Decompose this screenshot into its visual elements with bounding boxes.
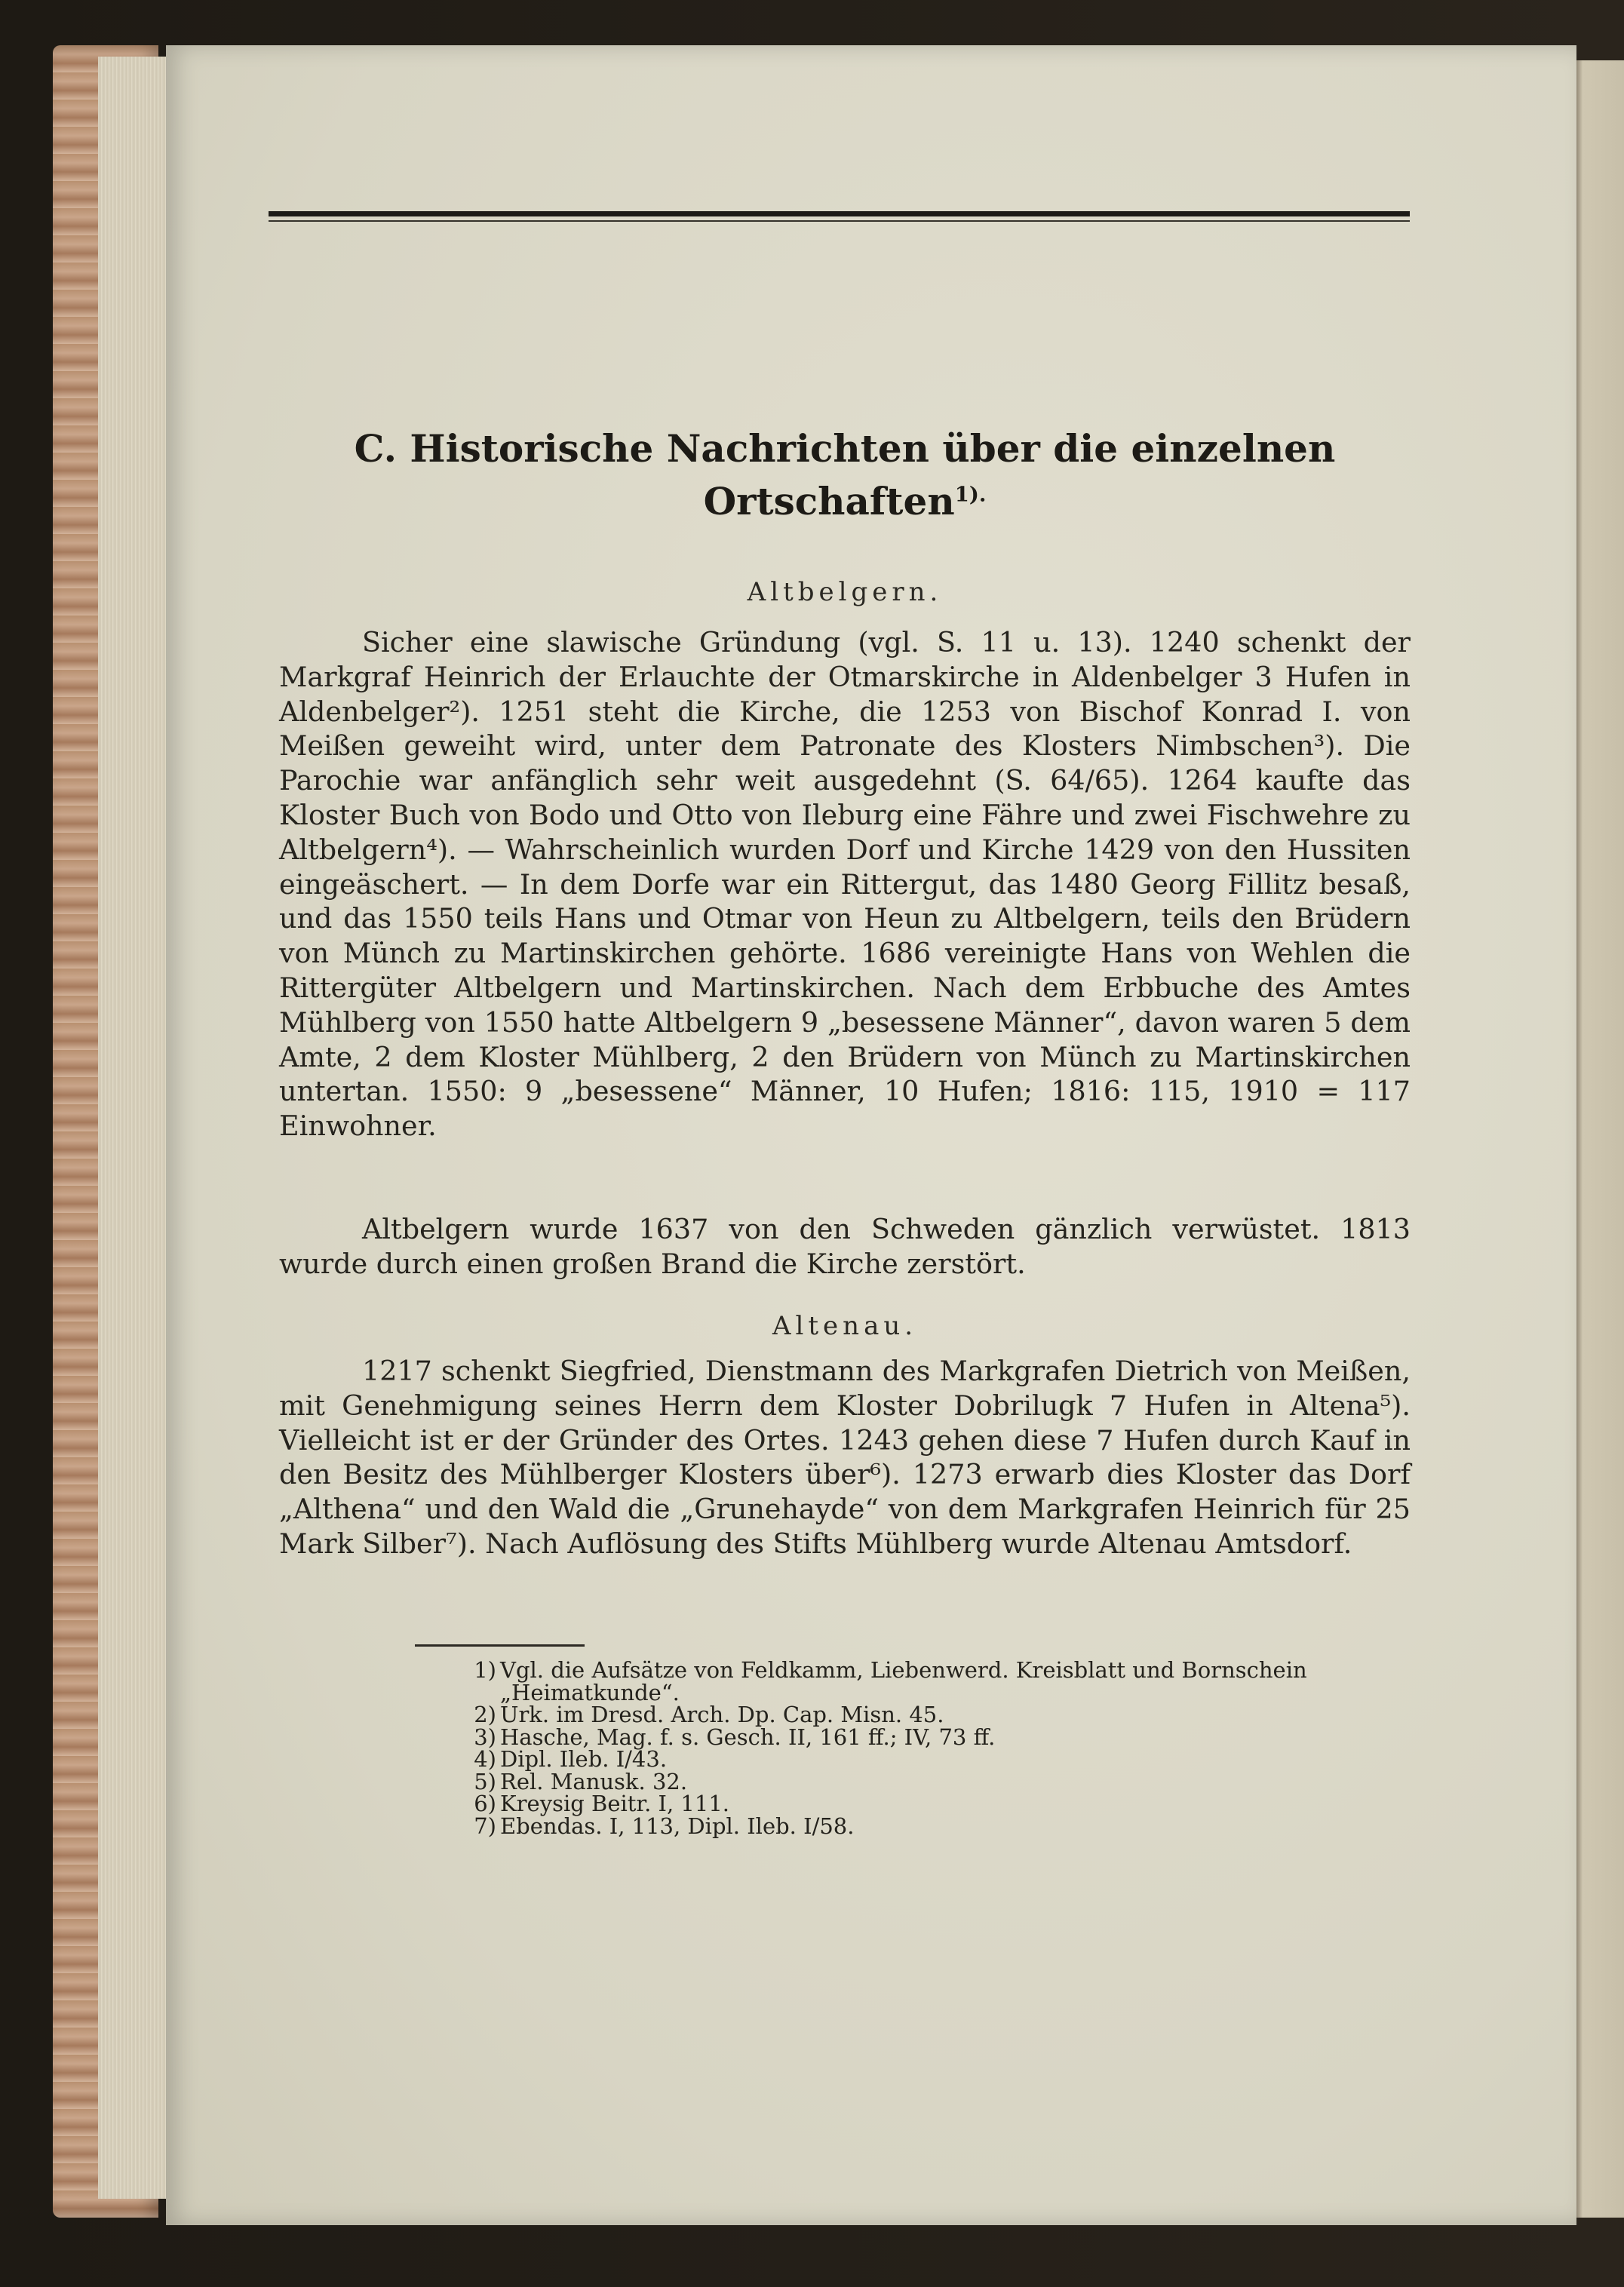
footnote: 5) Rel. Manusk. 32. <box>474 1768 688 1794</box>
footnote: 6) Kreysig Beitr. I, 111. <box>474 1791 729 1816</box>
footnote: 4) Dipl. Ileb. I/43. <box>474 1746 668 1772</box>
paragraph-altbelgern-1: Sicher eine slawische Gründung (vgl. S. 11 u. 13). 1240 schenkt der Markgraf Heinrich der Erlauchte der Otmarskirche in Aldenbelger 3 Hufen in Aldenbelger²). 1251 steht die Kirche, die 1253 von Bischof Konrad I. von Meißen geweiht wird, unter dem Patronate des Klosters Nimbschen³). Die Parochie war anfänglich sehr weit ausgedehnt (S. 64/65). 1264 kaufte das Kloster Buch von Bodo und Otto von Ileburg eine Fähre und zwei Fischwehre zu Altbelgern⁴). — Wahrscheinlich wurden Dorf und Kirche 1429 von den Hussiten eingeäschert. — In dem Dorfe war ein Rittergut, das 1480 Georg Fillitz besaß, und das 1550 teils Hans und Otmar von Heun zu Altbelgern, teils den Brüdern von Münch zu Martinskirchen gehörte. 1686 vereinigte Hans von Wehlen die Rittergüter Altbelgern und Martinskirchen. Nach dem Erbbuche des Amtes Mühlberg von 1550 hatte Altbelgern 9 „besessene Männer“, davon waren 5 dem Amte, 2 dem Kloster Mühlberg, 2 den Brüdern von Münch zu Martinskirchen untertan. 1550: 9 „besessene“ Männer, 10 Hufen; 1816: 115, 1910 = 117 Einwohner. <box>279 626 1411 1143</box>
footnote: 2) Urk. im Dresd. Arch. Dp. Cap. Misn. 45. <box>474 1702 944 1727</box>
footnote: 1) Vgl. die Aufsätze von Feldkamm, Liebenwerd. Kreisblatt und Bornschein „Heimatkunde“. <box>474 1657 1307 1705</box>
footnote: 3) Hasche, Mag. f. s. Gesch. II, 161 ff.; IV, 73 ff. <box>474 1724 996 1750</box>
header-rule <box>269 211 1410 216</box>
footnote: 7) Ebendas. I, 113, Dipl. Ileb. I/58. <box>474 1813 855 1839</box>
heading-line-1: C. Historische Nachrichten über die einzelnen <box>354 426 1336 471</box>
section-title-altenau: Altenau. <box>772 1311 918 1341</box>
next-page-edge <box>1569 60 1624 2218</box>
footnote-rule <box>415 1644 585 1647</box>
chapter-heading <box>279 422 1411 528</box>
heading-footnote-ref: 1). <box>954 482 987 507</box>
paragraph-altbelgern-2: Altbelgern wurde 1637 von den Schweden gänzlich verwüstet. 1813 wurde durch einen großen Brand die Kirche zerstört. <box>279 1213 1411 1280</box>
heading-line-2: Ortschaften$^{1).}$ <box>703 479 987 523</box>
header-rule-thin <box>269 220 1410 222</box>
paragraph-altenau-1: 1217 schenkt Siegfried, Dienstmann des Markgrafen Dietrich von Meißen, mit Genehmigung seines Herrn dem Kloster Dobrilugk 7 Hufen in Altena⁵). Vielleicht ist er der Gründer des Ortes. 1243 gehen diese 7 Hufen durch Kauf in den Besitz des Mühlberger Klosters über⁶). 1273 erwarb dies Kloster das Dorf „Althena“ und den Wald die „Grunehayde“ von dem Markgrafen Heinrich für 25 Mark Silber⁷). Nach Auflösung des Stifts Mühlberg wurde Altenau Amtsdorf. <box>279 1355 1411 1560</box>
section-title-altbelgern: Altbelgern. <box>747 577 943 607</box>
footnotes <box>417 1659 1413 1837</box>
